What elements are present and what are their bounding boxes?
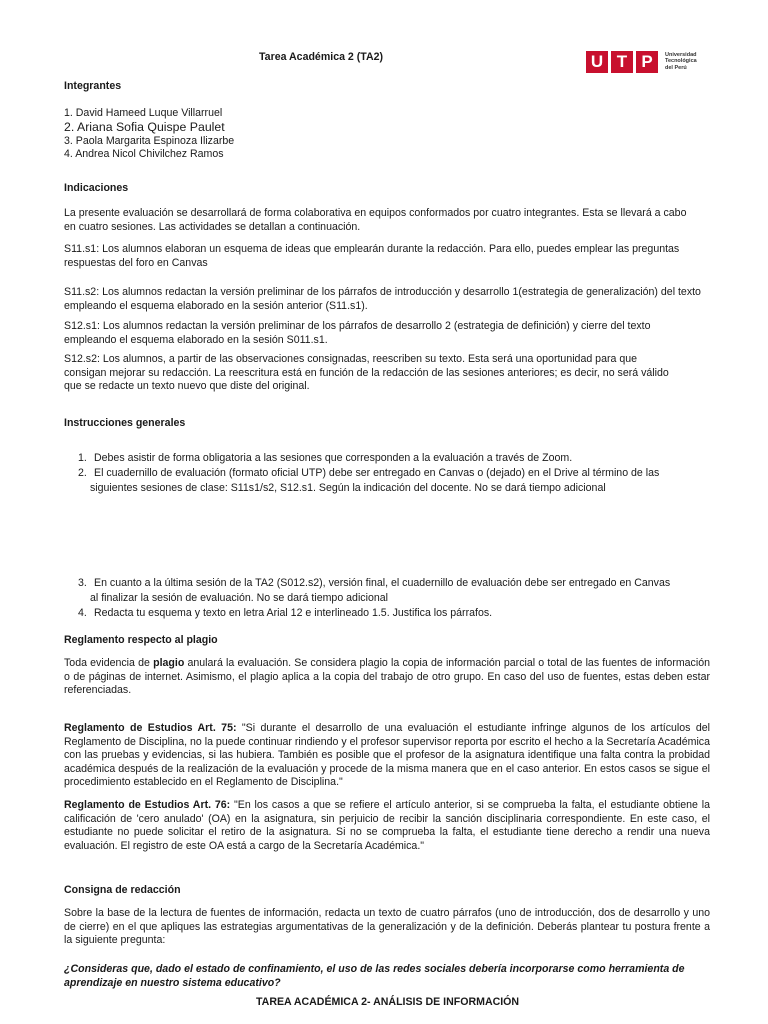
indicaciones-heading: Indicaciones xyxy=(64,182,129,194)
art75-label: Reglamento de Estudios Art. 75: xyxy=(64,722,237,734)
member-item: 1. David Hameed Luque Villarruel xyxy=(64,107,223,119)
member-item: 2. Ariana Sofia Quispe Paulet xyxy=(64,120,225,134)
art76-label: Reglamento de Estudios Art. 76: xyxy=(64,799,231,811)
indicaciones-intro: La presente evaluación se desarrollará de forma colaborativa en equipos conformados por cuatro integrantes. Esta se llevará a cabo en cuatro sesiones. Las actividades se detallan a continuación. xyxy=(64,207,687,233)
art76-text: "En los casos a que se refiere el artículo anterior, si se comprueba la falta, el estudiante obtiene la calificación de 'cero anulado' (OA) en la asignatura, sin perjuicio de recibir la sanción disciplinaria correspondiente. En este caso, el estudiante no puede solicitar el retiro de la asignatura. Si no se comprueba la falta, el estudiante tiene derecho a rendir una nueva evaluación. El registro de este OA está a cargo de la Secretaría Académica." xyxy=(64,799,710,852)
instruction-item-3 xyxy=(78,577,670,591)
integrantes-heading: Integrantes xyxy=(64,80,122,92)
consigna-question: ¿Consideras que, dado el estado de confinamiento, el uso de las redes sociales debería incorporarse como herramienta de aprendizaje en nuestro sistema educativo? xyxy=(64,963,685,989)
plagio-paragraph xyxy=(64,657,710,698)
session-s12s1: S12.s1: Los alumnos redactan la versión preliminar de los párrafos de desarrollo 2 (estrategia de definición) y cierre del texto empleando el esquema elaborado en la sesión S011.s1. xyxy=(64,320,651,346)
instruction-text: Redacta tu esquema y texto en letra Arial 12 e interlineado 1.5. Justifica los párrafos. xyxy=(94,607,493,619)
footer-title: TAREA ACADÉMICA 2- ANÁLISIS DE INFORMACIÓN xyxy=(256,996,520,1008)
instruction-text: El cuadernillo de evaluación (formato oficial UTP) debe ser entregado en Canvas o (dejado) en el Drive al término de las xyxy=(94,467,660,479)
list-number: 2. xyxy=(78,467,87,479)
art75-text: "Si durante el desarrollo de una evaluación el estudiante infringe algunos de los artículos del Reglamento de Disciplina, no la puede continuar rindiendo y el profesor supervisor reporta por escrito el hecho a la Secretaría Académica con las pruebas y evidencias, si las hubiera. También es posible que el profesor de la asignatura identifique una falta contra la probidad académica después de la realización de la evaluación y procede de la misma manera que en el caso anterior. En estos casos se sigue el procedimiento establecido en el Reglamento de Disciplina." xyxy=(64,722,710,789)
instruction-item-3-cont: al finalizar la sesión de evaluación. No se dará tiempo adicional xyxy=(90,592,388,604)
plagio-text: anulará la evaluación. Se considera plagio la copia de información parcial o total de las fuentes de información o de páginas de internet. Asimismo, el plagio aplica a la copia del trabajo de otro grupo. En caso del uso de fuentes, estas deben estar referenciadas. xyxy=(64,657,710,697)
document-title: Tarea Académica 2 (TA2) xyxy=(259,51,384,63)
logo-letter-t: T xyxy=(611,51,633,73)
instruction-text: En cuanto a la última sesión de la TA2 (S012.s2), versión final, el cuadernillo de evaluación debe ser entregado en Canvas xyxy=(94,577,671,589)
instrucciones-heading: Instrucciones generales xyxy=(64,417,186,429)
logo-subtitle-line: del Perú xyxy=(665,64,687,71)
instruction-item-2-cont: siguientes sesiones de clase: S11s1/s2, S12.s1. Según la indicación del docente. No se dará tiempo adicional xyxy=(90,482,606,494)
art76-paragraph xyxy=(64,799,710,853)
list-number: 1. xyxy=(78,452,87,464)
art75-paragraph xyxy=(64,722,710,790)
instruction-item-1 xyxy=(78,452,572,466)
logo-subtitle-line: Tecnológica xyxy=(665,58,697,65)
consigna-heading: Consigna de redacción xyxy=(64,884,181,896)
instruction-item-4 xyxy=(78,607,492,621)
consigna-text: Sobre la base de la lectura de fuentes de información, redacta un texto de cuatro párrafos (uno de introducción, dos de desarrollo y uno de cierre) en el que apliques las estrategias argumentativas de la generalización y de la definición. Deberás plantear tu postura frente a la siguiente pregunta: xyxy=(64,907,710,947)
logo-subtitle-line: Universidad xyxy=(665,52,697,59)
instruction-text: Debes asistir de forma obligatoria a las sesiones que corresponden a la evaluación a través de Zoom. xyxy=(94,452,573,464)
logo-letter-u: U xyxy=(586,51,608,73)
plagio-heading: Reglamento respecto al plagio xyxy=(64,634,218,646)
logo-subtitle xyxy=(665,52,697,71)
plagio-text: Toda evidencia de xyxy=(64,657,154,669)
list-number: 4. xyxy=(78,607,87,619)
session-s12s2: S12.s2: Los alumnos, a partir de las observaciones consignadas, reescriben su texto. Esta será una oportunidad para que consigan mejorar su redacción. La reescritura está en función de la redacción de las sesiones anteriores; es decir, no será válido que se redacte un texto nuevo que diste del original. xyxy=(64,353,669,393)
plagio-keyword: plagio xyxy=(153,657,185,669)
instruction-item-2 xyxy=(78,467,659,481)
member-item: 4. Andrea Nicol Chivilchez Ramos xyxy=(64,148,224,160)
session-s11s2: S11.s2: Los alumnos redactan la versión preliminar de los párrafos de introducción y desarrollo 1(estrategia de generalización) del texto empleando el esquema elaborado en la sesión anterior (S11.s1). xyxy=(64,286,701,312)
list-number: 3. xyxy=(78,577,87,589)
member-item: 3. Paola Margarita Espinoza Ilizarbe xyxy=(64,135,235,147)
utp-logo xyxy=(586,49,697,74)
logo-letter-p: P xyxy=(636,51,658,73)
session-s11s1: S11.s1: Los alumnos elaboran un esquema de ideas que emplearán durante la redacción. Para ello, puedes emplear las preguntas respuestas del foro en Canvas xyxy=(64,243,680,269)
